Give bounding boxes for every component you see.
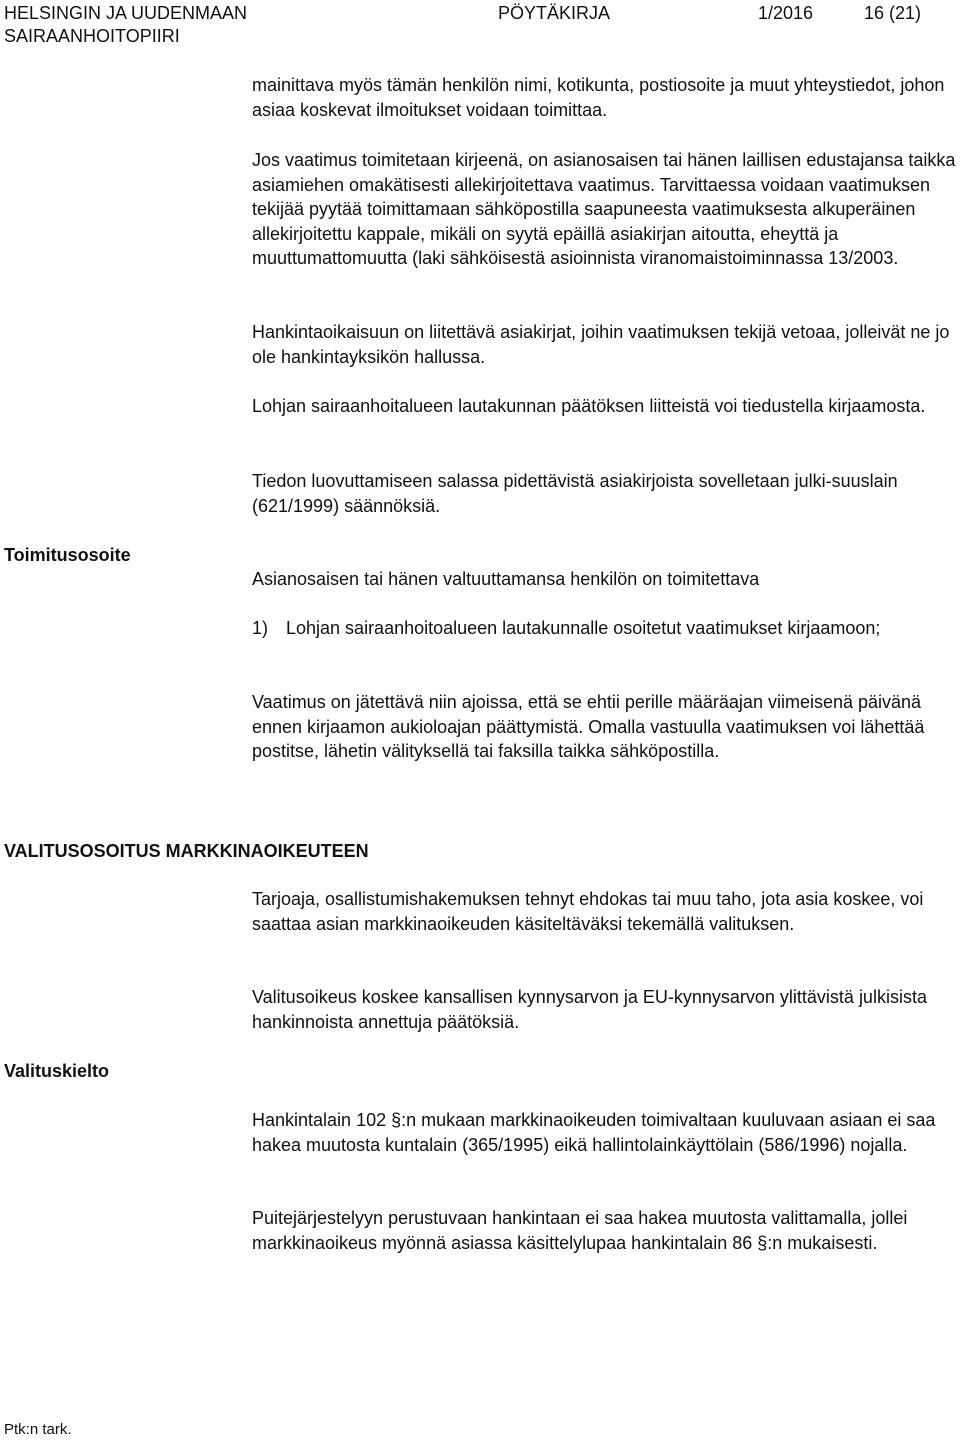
document-number: 1/2016 [758,3,814,23]
organization-name-line1: HELSINGIN JA UUDENMAAN [4,3,248,23]
page-number: 16 (21) [864,3,922,23]
list-item-text: Lohjan sairaanhoitoalueen lautakunnalle osoitetut vaatimukset kirjaamoon; [286,618,881,638]
paragraph-delivery-intro: Asianosaisen tai hänen valtuuttamansa henkilön on toimitettava [252,569,760,589]
paragraph-confidentiality: Tiedon luovuttamiseen salassa pidettävistä asiakirjoista sovelletaan julki-suuslain (621/1999) säännöksiä. [252,471,898,516]
paragraph-inquiries: Lohjan sairaanhoitalueen lautakunnan päätöksen liitteistä voi tiedustella kirjaamosta. [252,396,926,416]
paragraph-delivery-deadline: Vaatimus on jätettävä niin ajoissa, että se ehtii perille määräajan viimeisenä päivänä ennen kirjaamon aukioloajan päättymistä. Omalla vastuulla vaatimuksen voi lähettää postitse, lähetin välityksellä tai faksilla taikka sähköpostilla. [252,692,925,761]
organization-name-line2: SAIRAANHOITOPIIRI [4,26,180,46]
paragraph-appeal-right: Tarjoaja, osallistumishakemuksen tehnyt ehdokas tai muu taho, jota asia koskee, voi saattaa asian markkinaoikeuden käsiteltäväksi tekemällä valituksen. [252,889,924,934]
list-item-number: 1) [252,618,269,638]
section-heading-appeal: VALITUSOSOITUS MARKKINAOIKEUTEEN [4,841,369,861]
paragraph-framework-agreement: Puitejärjestelyyn perustuvaan hankintaan ei saa hakea muutosta valittamalla, jollei markkinaoikeus myönnä asiassa käsittelylupaa hankintalain 86 §:n mukaisesti. [252,1208,908,1253]
minutes-checker-label: Ptk:n tark. [4,1421,72,1438]
document-type: PÖYTÄKIRJA [498,3,611,23]
paragraph-attachments: Hankintaoikaisuun on liitettävä asiakirjat, joihin vaatimuksen tekijä vetoaa, jolleivät ne jo ole hankintayksikön hallussa. [252,322,950,367]
paragraph-appeal-ban: Hankintalain 102 §:n mukaan markkinaoikeuden toimivaltaan kuuluvaan asiaan ei saa hakea muutosta kuntalain (365/1995) eikä hallintolainkäyttölain (586/1996) nojalla. [252,1110,936,1155]
list-item-delivery-address [252,616,912,641]
toimitusosoite-label: Toimitusosoite [4,545,131,565]
paragraph-contact-info: mainittava myös tämän henkilön nimi, kotikunta, postiosoite ja muut yhteystiedot, johon asiaa koskevat ilmoitukset voidaan toimittaa. [252,75,945,120]
paragraph-letter-requirement: Jos vaatimus toimitetaan kirjeenä, on asianosaisen tai hänen laillisen edustajansa taikka asiamiehen omakätisesti allekirjoitettava vaatimus. Tarvittaessa voidaan vaatimuksen tekijää pyytää toimittamaan sähköpostilla saapuneesta vaatimuksesta alkuperäinen allekirjoitettu kappale, mikäli on syytä epäillä asiakirjan aitoutta, eheyttä ja muuttumattomuutta (laki sähköisestä asioinnista viranomaistoiminnassa 13/2003. [252,150,956,268]
paragraph-appeal-scope: Valitusoikeus koskee kansallisen kynnysarvon ja EU-kynnysarvon ylittävistä julkisista hankinnoista annettuja päätöksiä. [252,987,927,1032]
valituskielto-label: Valituskielto [4,1061,110,1081]
